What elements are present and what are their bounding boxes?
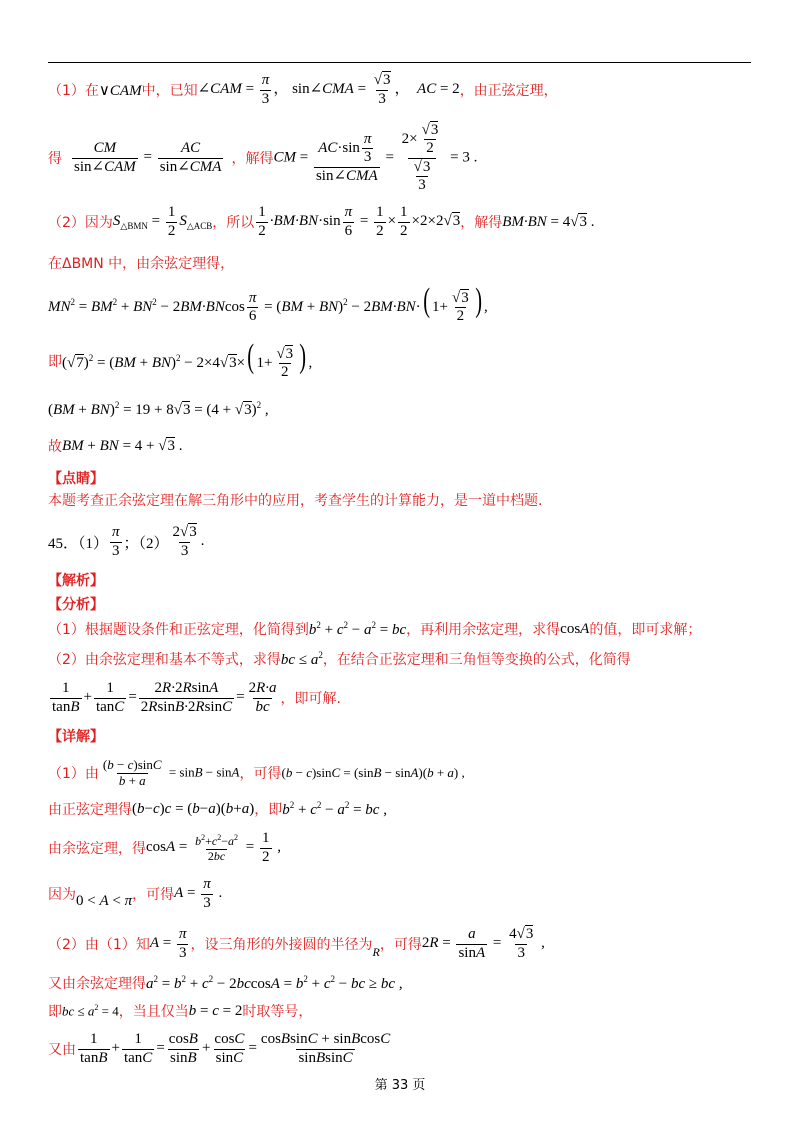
line-3 (48, 202, 594, 242)
math-pi-3: $\frac{\pi}{3}$ (112, 524, 120, 559)
math-d5: A = $\frac{\pi}{3}$ (149, 926, 187, 961)
math-sum: BM + BN = 4 + √3 . (62, 437, 183, 454)
page-footer: 第 33 页 (374, 1078, 426, 1093)
math-cosa: cosA (560, 620, 590, 637)
detail-line-6 (48, 972, 403, 994)
text-l1-c: ，由正弦定理， (459, 83, 558, 99)
text-l1-a: （1）在 (48, 83, 99, 99)
fenxi-line-1 (48, 618, 701, 640)
text-l1-b: 中，已知 (141, 83, 198, 99)
text-summary: 本题考查正余弦定理在解三角形中的应用，考查学生的计算能力，是一道中档题. (48, 493, 543, 509)
text-f1-a: （1）根据题设条件和正弦定理，化简得到 (48, 622, 309, 638)
text-d2-a: 由正弦定理得 (48, 802, 132, 818)
text-d3-a: 由余弦定理，得 (48, 841, 146, 857)
math-cos-law: $MN^2 = BM^2 + BN^2 - 2BM\cdot BNcos$ $\frac{\pi}{6}$ = (BM + BN)$^2$ − 2BM·BN·( 1+ $\frac{√3}{2}$ ) , (48, 282, 488, 325)
math-tan-sum: $\frac{1}{\tan B}$ + $\frac{1}{\tan C}$ = $\frac{2R\cdot 2RsinA}{2RsinB\cdot 2RsinC}$ = $\frac{2R\cdot a}{bc}$ (52, 680, 277, 715)
xiangjie-label: 【详解】 (48, 729, 104, 745)
text-f2-a: （2）由余弦定理和基本不等式，求得 (48, 652, 281, 668)
math-f1: $b^2 + c^2 - a^2$ = bc (308, 619, 407, 638)
q45-label: 45．（1） (48, 535, 109, 552)
heading-xiangjie (48, 726, 104, 746)
dianjing-label: 【点睛】 (48, 471, 104, 487)
jiexi-label: 【解析】 (48, 573, 104, 589)
heading-jiexi (48, 570, 104, 590)
text-l3-a: （2）因为 (48, 215, 113, 231)
math-sine-law: CM sin∠CAM = AC sin∠CMA (74, 140, 222, 175)
detail-line-3 (48, 828, 281, 868)
math-d7: bc ≤ $a^2 = 4$ (62, 1002, 119, 1019)
math-area: $S_{\triangle BMN}$ = $\frac{1}{2}$ $S_{\triangle ACB}$ (112, 204, 213, 239)
text-d5-b: ，设三角形的外接圆的半径为 (190, 937, 373, 953)
math-d4-b: A = $\frac{\pi}{3}$ . (174, 876, 223, 911)
fenxi-line-3 (48, 676, 341, 720)
math-d8: $\frac{1}{\tan B}$ + $\frac{1}{\tan C}$ = $\frac{\cos B}{\sin B}$ + $\frac{\cos C}{\sin C}$ = $\frac{\text{cosBsinC + sinBcosC}}{\text{sinBsinC}}$ (80, 1031, 391, 1066)
q45-sep: ；（2） (123, 535, 169, 552)
detail-line-8 (48, 1028, 394, 1070)
text-d4-a: 因为 (48, 887, 76, 903)
math-triangle-cam: ∨CAM (98, 82, 142, 99)
math-d4: 0 < A < π (76, 892, 133, 909)
text-d6-a: 又由余弦定理得 (48, 976, 146, 992)
math-d2: (b−c)c = (b−a)(b+a) (132, 800, 255, 817)
text-l2-b: ，解得 (231, 151, 274, 167)
math-bc-le: bc ≤ $a^2$ (280, 649, 323, 668)
fenxi-label: 【分析】 (48, 597, 104, 613)
math-d1-eq: (b − c)sinC = (sinB − sinA)(b + a) , (281, 765, 465, 780)
text-d5-a: （2）由（1）知 (48, 937, 150, 953)
text-l3-b: ，所以 (212, 215, 255, 231)
math-angle-cam: ∠CAM = $\frac{\pi}{3}$ ， sin∠CMA = $\frac{√3}{3}$ ， AC = 2 (197, 72, 460, 107)
math-r: R (372, 944, 380, 959)
text-d4-b: ，可得 (132, 887, 175, 903)
math-d1: $\frac{(b - c)\sin C}{b + a}$ = sinB − sinA (102, 756, 240, 788)
text-d7-c: 时取等号， (242, 1004, 313, 1020)
line-1 (48, 72, 558, 108)
math-d6: $a^2 = b^2 + c^2 - 2bccosA = b^2 + c^2$ − bc ≥ bc , (146, 973, 403, 992)
math-d2-b: $b^2 + c^2 - a^2$ = bc , (282, 799, 387, 818)
question-45-answer (48, 520, 205, 564)
math-cm-result: CM = AC·sin $\frac{\pi}{3}$ sin∠CMA = 2× $\frac{√3}{2}$ $\frac{√3}{3}$ = 3 . (273, 122, 478, 193)
heading-dianjing (48, 468, 104, 488)
text-f2-b: ，在结合正弦定理和三角恒等变换的公式，化简得 (322, 652, 631, 668)
detail-line-1 (48, 752, 465, 794)
text-f1-c: 的值，即可求解； (589, 622, 702, 638)
text-d1-a: （1）由 (48, 766, 99, 782)
header-rule (48, 62, 751, 63)
line-7 (48, 396, 269, 422)
math-bmbn: BM·BN = 4√3 . (502, 213, 595, 230)
math-sub: $(√7)^2 = (BM + BN)^2 - 2\times 4√3\times$( 1+ $\frac{√3}{2}$ ) , (62, 338, 313, 381)
text-d7-b: ，当且仅当 (118, 1004, 189, 1020)
text-l9-a: 故 (48, 439, 62, 455)
detail-line-7 (48, 1000, 312, 1022)
line-4 (48, 252, 234, 274)
line-2 (48, 118, 477, 198)
line-5 (48, 282, 488, 328)
detail-line-2 (48, 798, 387, 820)
summary-line (48, 490, 542, 510)
text-d7-a: 即 (48, 1004, 62, 1020)
detail-line-5 (48, 922, 545, 966)
heading-fenxi (48, 594, 104, 614)
text-d5-c: ，可得 (379, 937, 422, 953)
text-l3-c: ，解得 (460, 215, 503, 231)
detail-line-4 (48, 874, 222, 914)
math-square: $(BM + BN)^2 = 19 + 8√3 = (4 + √3)^2$ , (48, 399, 269, 418)
text-f1-b: ，再利用余弦定理，求得 (406, 622, 561, 638)
text-d8-a: 又由 (48, 1042, 76, 1058)
math-area-eq: $\frac{1}{2}$ ·BM·BN·sin $\frac{\pi}{6}$ = $\frac{1}{2}$ × $\frac{1}{2}$ ×2×2√3 (258, 204, 461, 239)
text-d2-b: ，即 (254, 802, 283, 818)
text-f3-b: ，即可解. (280, 691, 341, 707)
text-l7-a: 即 (48, 354, 62, 370)
text-l2-a: 得 (48, 151, 62, 167)
math-d5-2r: 2R = $\frac{a}{\sin A}$ = $\frac{4√3}{3}$ , (421, 926, 545, 961)
line-8 (48, 434, 182, 458)
math-2sqrt3-3: $\frac{2√3}{3}$ . (172, 524, 205, 559)
text-l4: 在ΔBMN 中，由余弦定理得， (48, 256, 235, 272)
fenxi-line-2 (48, 648, 631, 670)
math-d7-b: b = c = 2 (188, 1002, 243, 1019)
line-6 (48, 338, 312, 384)
text-d1-b: ，可得 (239, 766, 282, 782)
math-d3: cosA = $\frac{b^2+c^2-a^2}{2bc}$ = $\frac{1}{2}$ , (146, 830, 281, 865)
